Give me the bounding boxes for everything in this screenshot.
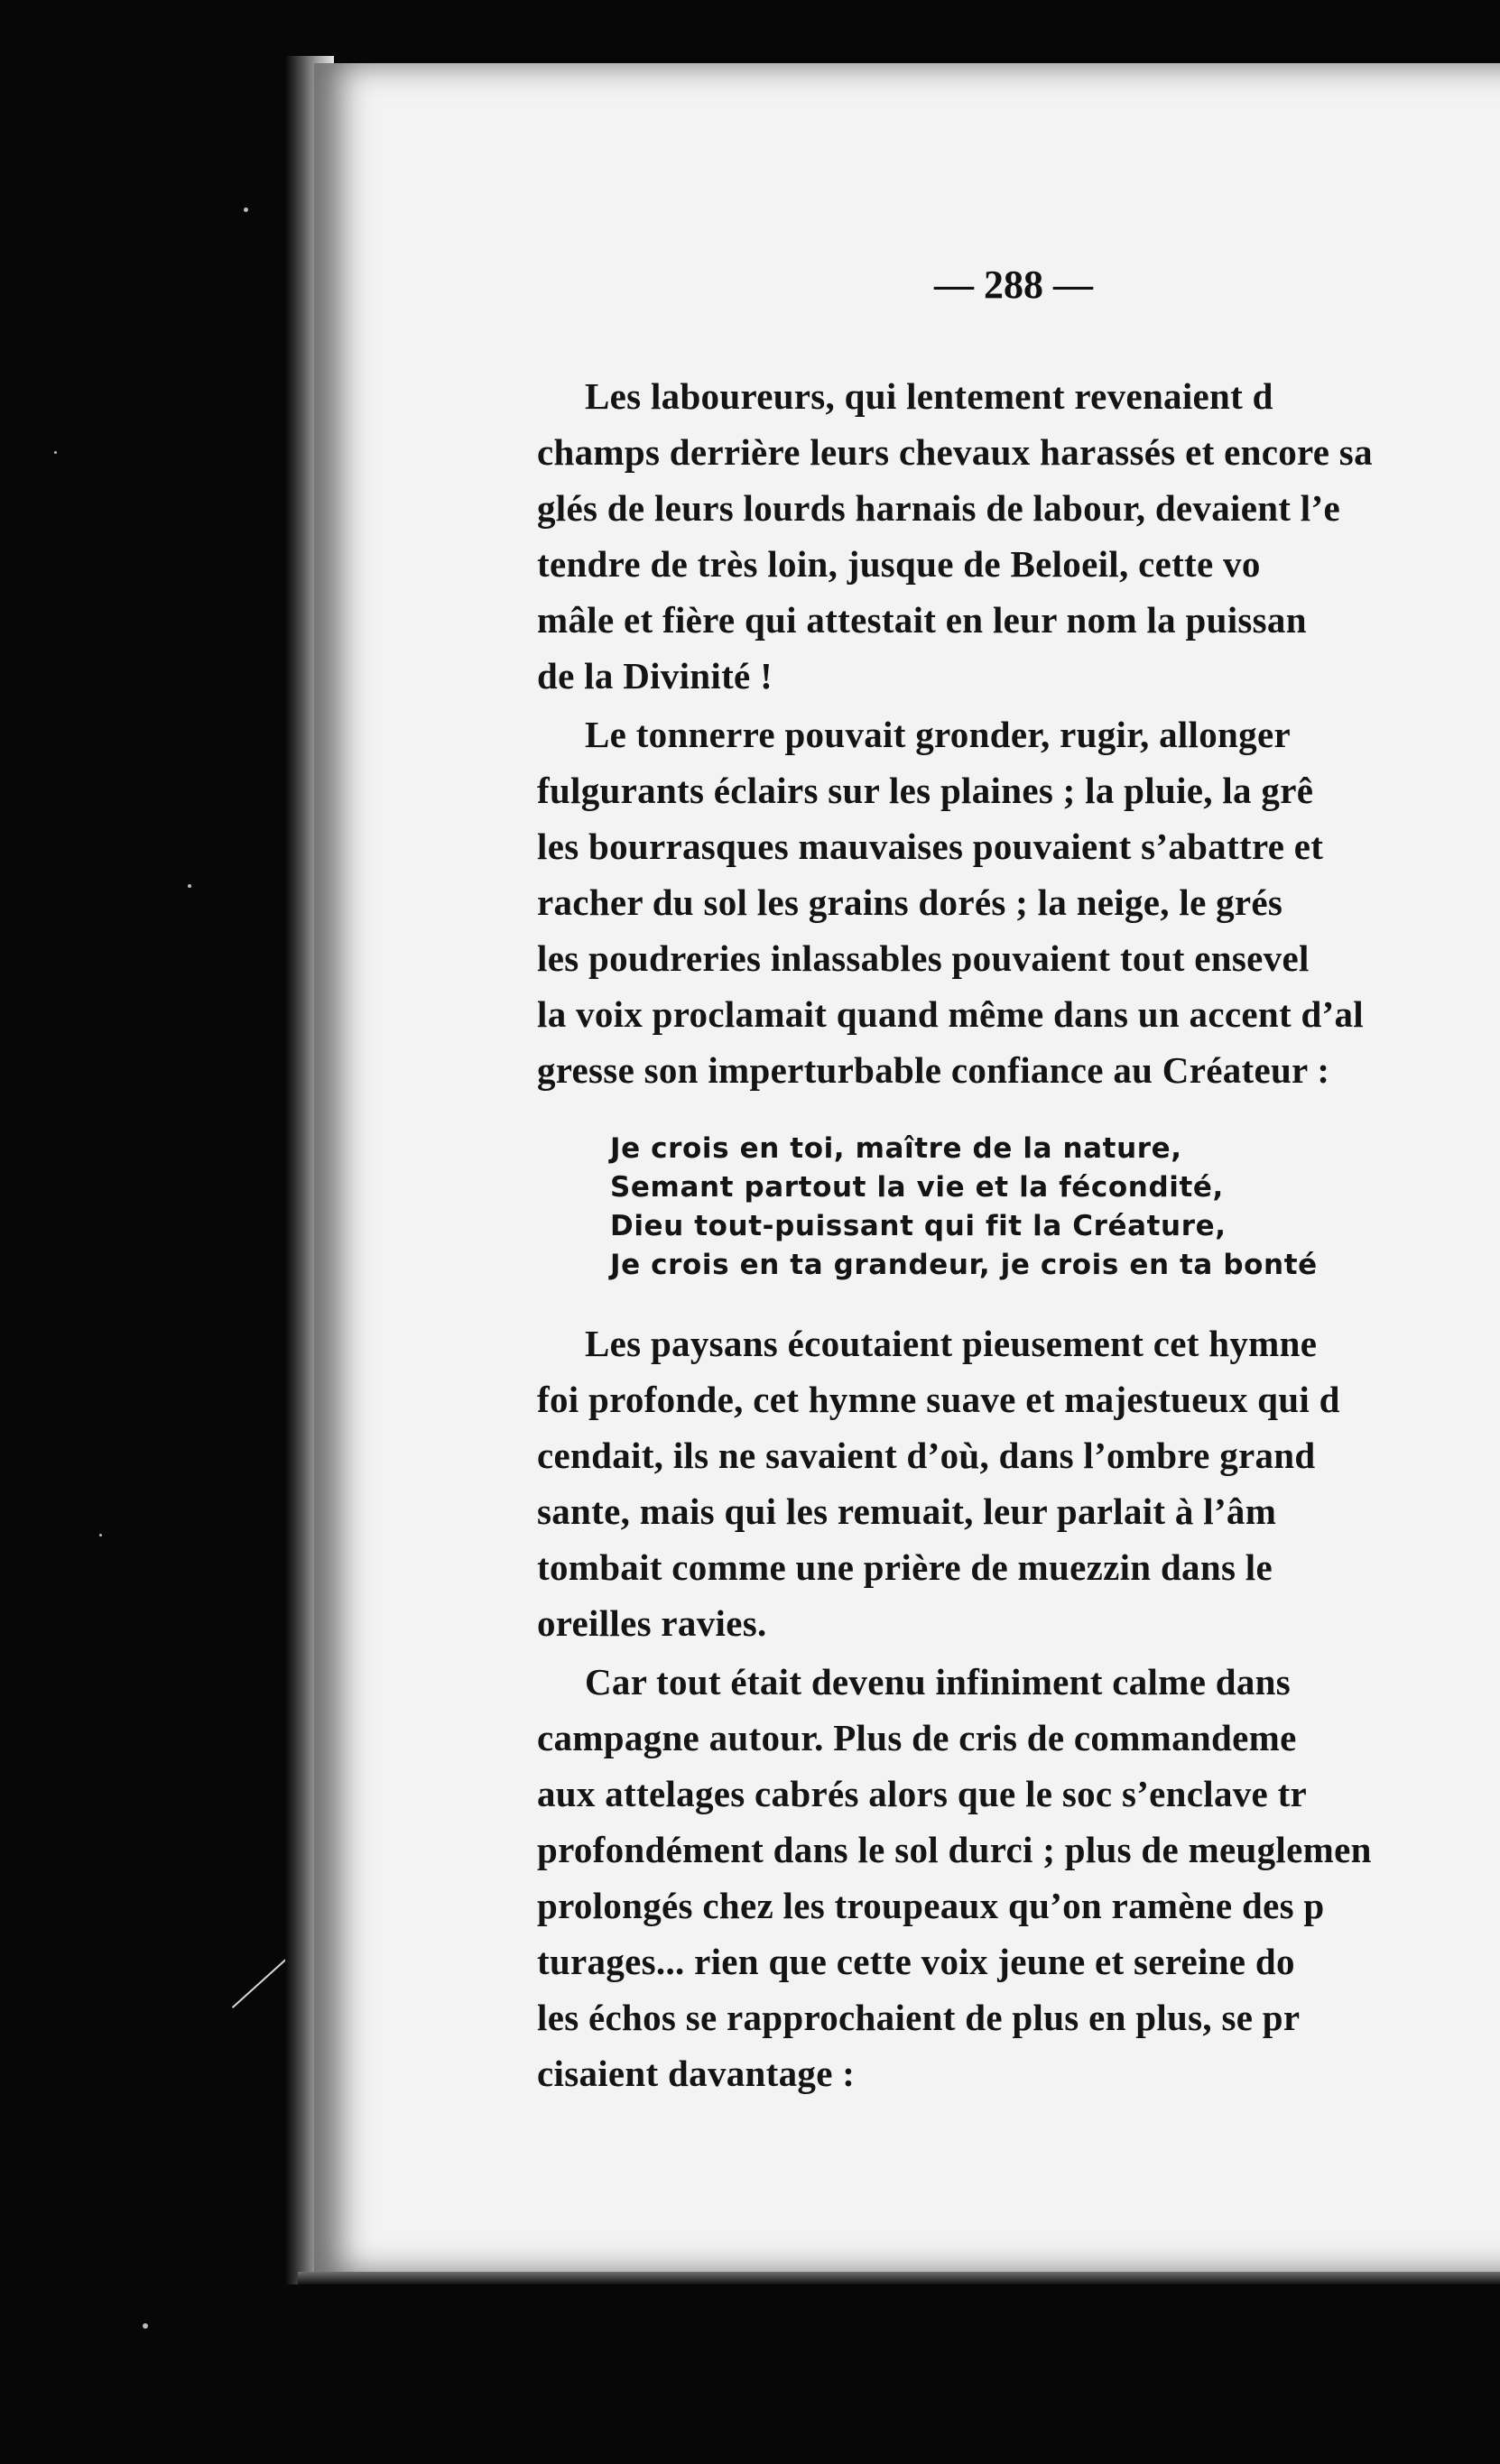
text-line: Les laboureurs, qui lentement revenaient d bbox=[585, 375, 1273, 417]
text-line: les échos se rapprochaient de plus en plus, se pr bbox=[537, 1997, 1301, 2038]
page-bottom-edge bbox=[298, 2272, 1500, 2284]
text-line: les bourrasques mauvaises pouvaient s’abattre et bbox=[537, 826, 1324, 867]
text-line: campagne autour. Plus de cris de commandeme bbox=[537, 1717, 1297, 1758]
text-line: racher du sol les grains dorés ; la neige, le grés bbox=[537, 881, 1283, 923]
text-line: turages... rien que cette voix jeune et sereine do bbox=[537, 1941, 1295, 1982]
text-line: profondément dans le sol durci ; plus de meuglemen bbox=[537, 1829, 1372, 1870]
text-line: oreilles ravies. bbox=[537, 1602, 767, 1644]
text-line: Les paysans écoutaient pieusement cet hymne bbox=[585, 1323, 1318, 1364]
text-line: foi profonde, cet hymne suave et majestueux qui d bbox=[537, 1379, 1340, 1420]
text-line: prolongés chez les troupeaux qu’on ramène des p bbox=[537, 1885, 1325, 1926]
text-line: Le tonnerre pouvait gronder, rugir, allonger bbox=[585, 714, 1291, 755]
dust-speck bbox=[244, 208, 248, 212]
dust-speck bbox=[99, 1534, 102, 1537]
verse-line: Dieu tout-puissant qui fit la Créature, bbox=[610, 1210, 1227, 1242]
scratch-mark bbox=[232, 1952, 293, 2008]
dust-speck bbox=[54, 451, 57, 454]
text-line: sante, mais qui les remuait, leur parlait à l’âm bbox=[537, 1490, 1277, 1532]
verse-line: Semant partout la vie et la fécondité, bbox=[610, 1171, 1224, 1204]
verse-line: Je crois en ta grandeur, je crois en ta bonté bbox=[610, 1249, 1318, 1281]
verse-line: Je crois en toi, maître de la nature, bbox=[610, 1132, 1182, 1165]
text-line: tombait comme une prière de muezzin dans le bbox=[537, 1546, 1273, 1588]
text-line: glés de leurs lourds harnais de labour, devaient l’e bbox=[537, 487, 1340, 529]
text-line: champs derrière leurs chevaux harassés et encore sa bbox=[537, 431, 1373, 473]
text-line: mâle et fière qui attestait en leur nom la puissan bbox=[537, 599, 1307, 641]
text-line: gresse son imperturbable confiance au Créateur : bbox=[537, 1049, 1330, 1091]
text-line: la voix proclamait quand même dans un accent d’al bbox=[537, 993, 1364, 1035]
dust-speck bbox=[188, 884, 191, 888]
text-line: Car tout était devenu infiniment calme dans bbox=[585, 1661, 1292, 1703]
dust-speck bbox=[143, 2323, 148, 2329]
page-number: — 288 — bbox=[934, 263, 1093, 307]
text-line: les poudreries inlassables pouvaient tout ensevel bbox=[537, 937, 1310, 979]
text-line: fulgurants éclairs sur les plaines ; la pluie, la grê bbox=[537, 770, 1314, 811]
text-line: cendait, ils ne savaient d’où, dans l’ombre grand bbox=[537, 1435, 1316, 1476]
text-line: aux attelages cabrés alors que le soc s’enclave tr bbox=[537, 1773, 1308, 1814]
text-line: de la Divinité ! bbox=[537, 655, 773, 697]
text-line: tendre de très loin, jusque de Beloeil, cette vo bbox=[537, 543, 1261, 585]
text-line: cisaient davantage : bbox=[537, 2053, 856, 2094]
